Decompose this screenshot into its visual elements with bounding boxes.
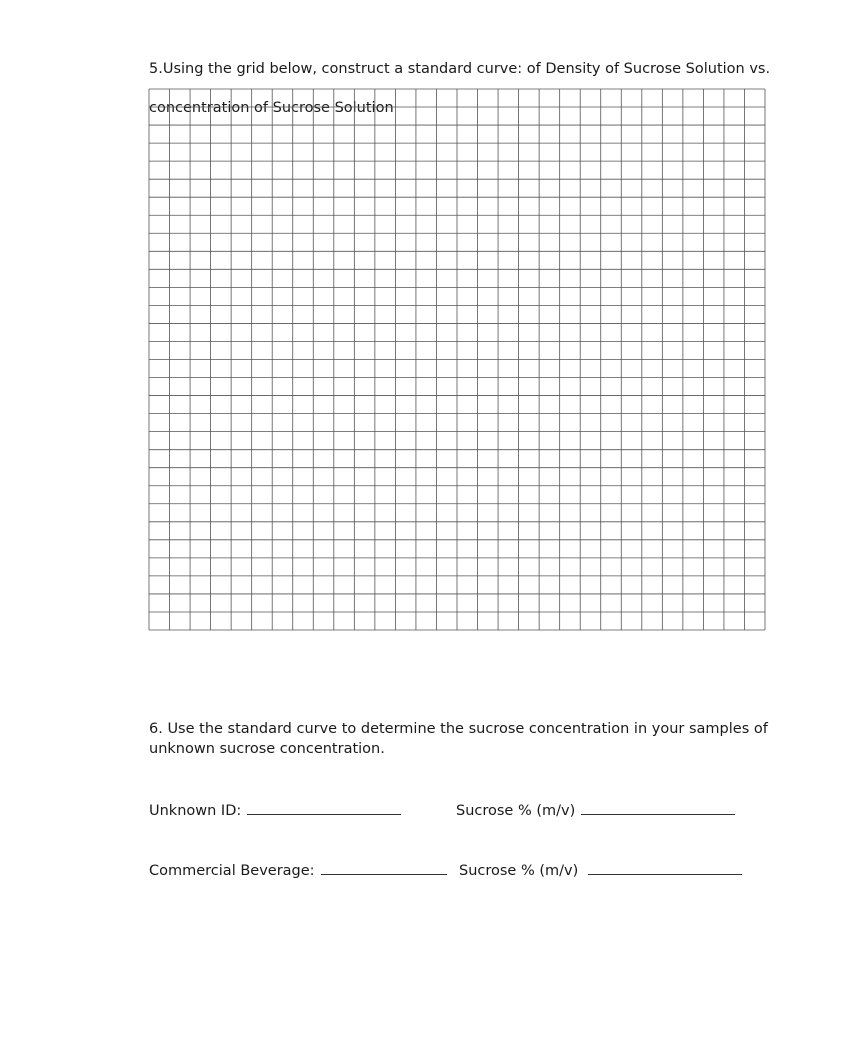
question-5-line-1: 5.Using the grid below, construct a standard curve: of Density of Sucrose Solution vs. xyxy=(149,60,771,77)
sucrose-label-1: Sucrose % (m/v) xyxy=(456,803,576,819)
sucrose-row-1 xyxy=(456,800,735,820)
commercial-beverage-row xyxy=(149,860,447,880)
sucrose-blank-2[interactable] xyxy=(588,860,742,875)
graph-paper-grid[interactable] xyxy=(148,88,766,631)
commercial-beverage-blank[interactable] xyxy=(321,860,447,875)
sucrose-label-2: Sucrose % (m/v) xyxy=(459,863,579,879)
sucrose-blank-1[interactable] xyxy=(581,800,735,815)
unknown-id-label: Unknown ID: xyxy=(149,803,242,819)
sucrose-row-2 xyxy=(459,860,742,880)
question-6-prompt: 6. Use the standard curve to determine the sucrose concentration in your samples of unknown sucrose concentration. xyxy=(149,721,768,757)
unknown-id-row xyxy=(149,800,401,820)
commercial-beverage-label: Commercial Beverage: xyxy=(149,863,315,879)
unknown-id-blank[interactable] xyxy=(247,800,401,815)
question-5-line-2: concentration of Sucrose Solution xyxy=(149,99,394,116)
